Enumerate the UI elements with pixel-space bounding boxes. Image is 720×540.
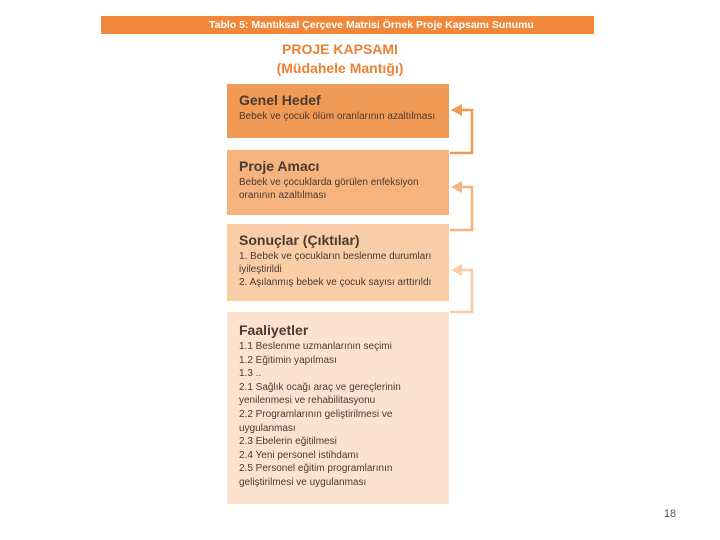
table-caption: Tablo 5: Mantıksal Çerçeve Matrisi Örnek Proje Kapsamı Sunumu — [101, 16, 594, 34]
box-text-line: 1.3 .. — [239, 368, 262, 380]
box-text-line: oranının azaltılması — [239, 190, 327, 201]
box-title: Sonuçlar (Çıktılar) — [239, 232, 360, 248]
box-text-line: yenilenmesi ve rehabilitasyonu — [239, 395, 376, 407]
flow-arrows — [440, 80, 480, 320]
box-text-line: uygulanması — [239, 422, 296, 434]
diagram-title-line-2: (Müdahele Mantığı) — [276, 60, 404, 76]
arrow-faaliyetler-to-sonuclar — [450, 264, 472, 312]
arrow-proje-amaci-to-genel-hedef — [450, 104, 472, 153]
box-text-line: iyileştirildi — [239, 264, 282, 275]
box-title: Genel Hedef — [239, 92, 321, 108]
box-proje-amaci — [227, 150, 449, 215]
diagram-title — [230, 40, 450, 78]
box-text-line: 2.5 Personel eğitim programlarının — [239, 463, 393, 475]
box-title: Faaliyetler — [239, 322, 309, 338]
box-text-line: 2.3 Ebelerin eğitilmesi — [239, 436, 337, 448]
box-text-line: 1. Bebek ve çocukların beslenme durumları — [239, 251, 432, 262]
box-text-line: 2. Aşılanmış bebek ve çocuk sayısı arttırıldı — [239, 277, 432, 288]
box-sonuclar — [227, 224, 449, 301]
box-text-line: 2.2 Programlarının geliştirilmesi ve — [239, 408, 393, 420]
diagram-title-line-1: PROJE KAPSAMI — [282, 41, 398, 57]
box-title: Proje Amacı — [239, 158, 320, 174]
box-text-line: Bebek ve çocuklarda görülen enfeksiyon — [239, 177, 419, 188]
box-faaliyetler — [227, 312, 449, 504]
box-text-line: geliştirilmesi ve uygulanması — [239, 476, 367, 488]
box-text-line: 1.1 Beslenme uzmanlarının seçimi — [239, 341, 392, 352]
arrow-sonuclar-to-proje-amaci — [450, 181, 472, 230]
box-text-line: Bebek ve çocuk ölüm oranlarının azaltılması — [239, 111, 436, 122]
box-text-line: 2.1 Sağlık ocağı araç ve gereçlerinin — [239, 381, 401, 393]
box-text-line: 1.2 Eğitimin yapılması — [239, 354, 337, 366]
box-genel-hedef — [227, 84, 449, 138]
page-number: 18 — [663, 508, 677, 520]
box-text-line: 2.4 Yeni personel istihdamı — [239, 449, 359, 461]
